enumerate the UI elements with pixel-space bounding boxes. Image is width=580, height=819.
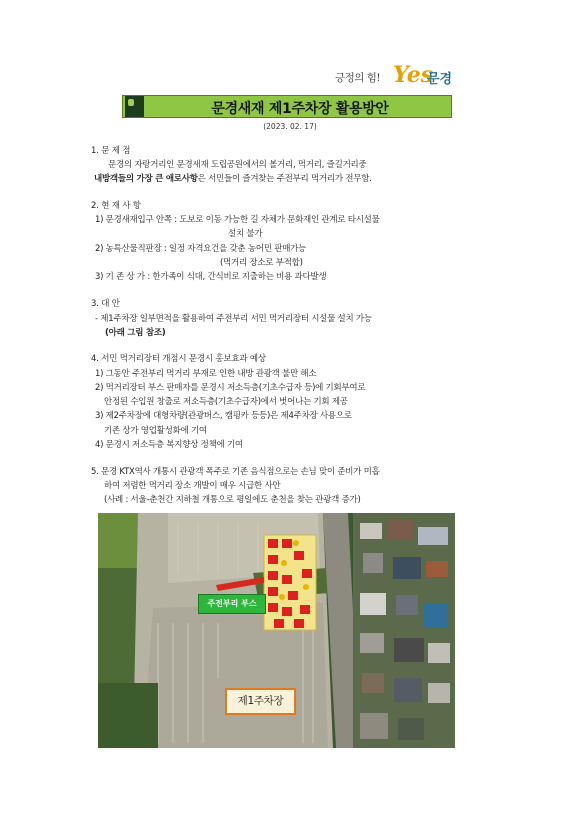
- section-4-item-3: 3) 제2주차장에 대형차량(관광버스, 캠핑카 등등)은 제4주차장 사용으로: [95, 411, 352, 421]
- aerial-parking-photo: [98, 513, 455, 748]
- section-1-line-2: [94, 172, 372, 184]
- section-4-item-1: 1) 그동안 주전부리 먹거리 부재로 인한 내방 관광객 불만 해소: [95, 369, 317, 379]
- section-2-heading: 2. 현 재 사 항: [91, 201, 141, 211]
- snack-booth-label: 주전부리 부스: [198, 594, 266, 614]
- slogan-text: 긍정의 힘!: [335, 72, 381, 84]
- section-5-line-2: 하여 저렴한 먹거리 장소 개발이 매우 시급한 사안: [104, 481, 281, 491]
- document-date: (2023. 02. 17): [263, 122, 317, 131]
- section-2-item-1: 1) 문경새재입구 안쪽 : 도보로 이동 가능한 길 자체가 문화재인 관계로 타시설물: [95, 215, 380, 225]
- section-4-item-2-cont: 안정된 수입원 창출로 저소득층(기초수급자)에서 벗어나는 기회 제공: [104, 397, 348, 407]
- city-slogan-logo: [335, 62, 475, 92]
- section-2-item-3: 3) 기 존 상 가 : 한가족이 식대, 간식비로 지출하는 비용 과다발생: [95, 272, 327, 282]
- section-2-item-1-cont: 설치 불가: [228, 229, 263, 239]
- section-3-heading: 3. 대 안: [91, 299, 120, 309]
- section-3-line-1: - 제1주차장 일부면적을 활용하여 주전부리 서민 먹거리장터 시설물 설치 가능: [95, 314, 372, 324]
- section-1-line-1: 문경의 자랑거리인 문경새재 도립공원에서의 볼거리, 먹거리, 즐길거리중: [108, 160, 367, 170]
- section-4-item-3-cont: 기존 상가 영업활성화에 기여: [104, 426, 207, 436]
- section-5-line-1: 5. 문경 KTX역사 개통시 관광객 폭주로 기존 음식점으로는 손님 맞이 준비가 미흡: [91, 467, 380, 477]
- section-4-item-2: 2) 먹거리장터 부스 판매자를 문경시 저소득층(기초수급자 등)에 기회부여로: [95, 383, 366, 393]
- title-logo-icon: [125, 96, 144, 117]
- section-4-heading: 4. 서민 먹거리장터 개점시 문경시 홍보효과 예상: [91, 354, 266, 364]
- slogan-city: 문경: [427, 72, 453, 87]
- section-1-heading: 1. 문 제 점: [91, 146, 131, 156]
- page-title: 문경새재 제1주차장 활용방안: [211, 101, 389, 117]
- parking-lot-1-label: 제1주차장: [225, 688, 296, 715]
- section-1-line-2-rest: 은 서민들이 즐겨찾는 주전부리 먹거리가 전무함.: [197, 174, 372, 184]
- section-5-line-3: (사례 : 서울-춘천간 지하철 개통으로 평일에도 춘천을 찾는 관광객 증가): [104, 495, 361, 505]
- slogan-yes: Yes: [393, 62, 434, 88]
- section-2-item-2: 2) 농특산물직판장 : 일정 자격요건을 갖춘 농어민 판매가능: [95, 244, 307, 254]
- section-2-item-2-cont: (먹거리 장소로 부적합): [220, 258, 303, 268]
- section-1-emphasis: 내방객들의 가장 큰 애로사항: [94, 174, 198, 184]
- section-4-item-4: 4) 문경시 저소득층 복지향상 정책에 기여: [95, 440, 243, 450]
- section-3-line-2: (아래 그림 참조): [105, 328, 166, 338]
